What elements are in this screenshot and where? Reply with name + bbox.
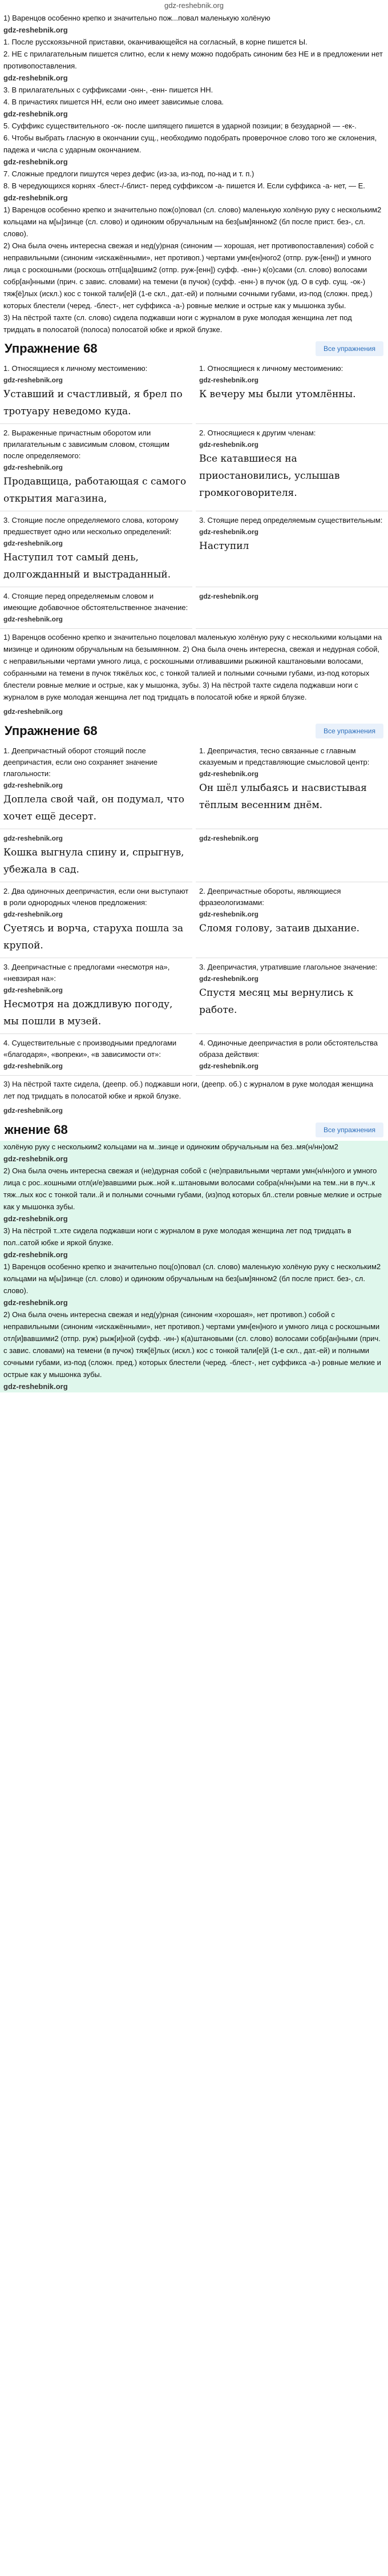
cell-heading: 1. Деепричастный оборот стоящий после деепричастия, если оно сохраняет значение глагольности: xyxy=(3,746,158,778)
watermark-text: gdz-reshebnik.org xyxy=(3,834,63,842)
rule-line: 7. Сложные предлоги пишутся через дефис (из-за, из-под, по-над и т. п.) xyxy=(3,169,254,178)
grid-cell xyxy=(196,958,388,1034)
watermark-text: gdz-reshebnik.org xyxy=(3,910,63,918)
watermark-text: gdz-reshebnik.org xyxy=(3,463,63,471)
handwritten-example: Наступил xyxy=(199,540,249,552)
section-title: Упражнение 68 xyxy=(5,724,98,738)
watermark-text: gdz-reshebnik.org xyxy=(199,975,259,983)
cell-heading: 2. Деепричастные обороты, являющиеся фразеологизмами: xyxy=(199,887,341,907)
handwritten-example: Доплела свой чай, он подумал, что хочет ещё десерт. xyxy=(3,794,185,822)
cell-heading: 4. Одиночные деепричастия в роли обстоятельства образа действия: xyxy=(199,1039,378,1059)
grid-cell xyxy=(0,829,192,882)
handwritten-example: Все катавшиеся на приостановились, услышав громкоговорителя. xyxy=(199,453,340,499)
watermark-text: gdz-reshebnik.org xyxy=(3,986,63,994)
answer-line: 1) Варенцов особенно крепко и значительно пож(о)повал (сл. слово) маленькую холёную руку с нескольким2 кольцами на м[ы]зинце (сл. слово) и одиноким обручальным на без[ым]янном2 (бл после прист. без-, сл. слово). xyxy=(3,205,382,238)
handwritten-example: Продавщица, работающая с самого открытия магазина, xyxy=(3,476,187,504)
watermark-text: gdz-reshebnik.org xyxy=(199,528,259,536)
answer-intro xyxy=(0,204,388,336)
watermark-text: gdz-reshebnik.org xyxy=(3,26,68,34)
grid-cell xyxy=(196,1034,388,1076)
exercise-sections xyxy=(0,336,388,1141)
watermark-text: gdz-reshebnik.org xyxy=(199,834,259,842)
grid-cell xyxy=(196,742,388,829)
grid-cell xyxy=(0,1034,192,1076)
cell-heading: 2. Выраженные причастным оборотом или прилагательным с зависимым словом, стоящим после определяемого: xyxy=(3,429,169,460)
grid-cell xyxy=(196,360,388,424)
rule-line: 2. НЕ с прилагательным пишется слитно, если к нему можно подобрать синоним без НЕ и в предложении нет противопоставления. xyxy=(3,50,383,70)
watermark-text: gdz-reshebnik.org xyxy=(3,1250,68,1259)
cell-heading: 1. Относящиеся к личному местоимению: xyxy=(3,364,148,373)
cell-heading: 3. Деепричастия, утратившие глагольное значение: xyxy=(199,963,378,971)
watermark-text: gdz-reshebnik.org xyxy=(3,110,68,118)
rule-line: 6. Чтобы выбрать гласную в окончании сущ., необходимо подобрать проверочное слово того же склонения, падежа и числа с ударным окончанием. xyxy=(3,134,377,154)
watermark-text: gdz-reshebnik.org xyxy=(199,910,259,918)
handwritten-example: Кошка выгнула спину и, спрыгнув, убежала в сад. xyxy=(3,847,184,875)
watermark-text: gdz-reshebnik.org xyxy=(3,539,63,547)
handwritten-example: Спустя месяц мы вернулись к работе. xyxy=(199,987,354,1016)
cell-heading: 1. Относящиеся к личному местоимению: xyxy=(199,364,343,373)
cell-heading: 2. Относящиеся к другим членам: xyxy=(199,429,316,437)
cell-heading: 4. Стоящие перед определяемым словом и имеющие добавочное обстоятельственное значение: xyxy=(3,592,188,612)
section-text: 1) Варенцов особенно крепко и значительно поцеловал маленькую холёную руку с несколькими кольцами на мизинце и одиноким обручальным на безымянном. 2) Она была очень интересна, свежая и недурная собой, с неправильными чертами умного лица, с роскошными отливавшими рыжиной каштановыми волосами, собранными на темени в пучок тяжёлых кос, с тонкой талией и полными сочными губами, из-под которых блестели ровные мелкие и острые, как у мышонка, зубы. 3) На пёстрой тахте сидела поджавши ноги с журналом в руке молодая женщина лет под тридцать в полосатой юбке и яркой блузке. xyxy=(3,633,382,701)
all-exercises-button[interactable]: Все упражнения xyxy=(316,1123,383,1137)
grid-cell xyxy=(196,424,388,511)
watermark-text: gdz-reshebnik.org xyxy=(3,74,68,82)
handwritten-example: Несмотря на дождливую погоду, мы пошли в музей. xyxy=(3,999,173,1027)
rule-line: 1. После русскоязычной приставки, оканчивающейся на согласный, в корне пишется Ы. xyxy=(3,38,308,46)
watermark-text: gdz-reshebnik.org xyxy=(3,1107,63,1115)
watermark-text: gdz-reshebnik.org xyxy=(3,1214,68,1223)
cell-heading: 3. Стоящие перед определяемым существительным: xyxy=(199,516,383,524)
cell-heading: 4. Существительные с производными предлогами «благодаря», «вопреки», «в зависимости от»: xyxy=(3,1039,177,1059)
all-exercises-button[interactable]: Все упражнения xyxy=(316,341,383,356)
site-header[interactable]: gdz-reshebnik.org xyxy=(164,1,224,10)
section-text: 3) На пёстрой тахте сидела, (деепр. об.) поджавши ноги, (деепр. об.) с журналом в руке молодая женщина лет под тридцать в полосатой юбке и яркой блузке. xyxy=(3,1080,373,1100)
handwritten-example: К вечеру мы были утомлённы. xyxy=(199,389,356,400)
watermark-text: gdz-reshebnik.org xyxy=(3,1062,63,1070)
final-line: 1) Варенцов особенно крепко и значительно поц(о)повал (сл. слово) маленькую холёную руку с нескольким2 кольцами на м[ы]зинце (сл. слово) и одиноким обручальным на без[ым]янном2 (бл после прист. без-, сл. слово). xyxy=(3,1262,381,1295)
final-line: 3) На пёстрой т..хте сидела поджавши ноги с журналом в руке молодая женщина лет под тридцать в пол..сатой юбке и яркой блузке. xyxy=(3,1226,351,1247)
grid-cell xyxy=(196,587,388,629)
rule-line: 1) Варенцов особенно крепко и значительно пож...повал маленькую холёную xyxy=(3,14,270,22)
grid-cell xyxy=(0,958,192,1034)
watermark-text: gdz-reshebnik.org xyxy=(3,781,63,789)
answer-grid xyxy=(0,360,388,629)
watermark-text: gdz-reshebnik.org xyxy=(199,770,259,778)
rule-line: 5. Суффикс существительного -ок- после шипящего пишется в ударной позиции; в безударной — -ек-. xyxy=(3,122,357,130)
answer-line: 2) Она была очень интересна свежая и нед(у)рная (синоним — хорошая, нет противопоставления) собой с неправильными (синоним «искажёнными», нет противоп.) чертами умн[ен]ного2 (отпр. руж-[енн]) и умного лица с роскошными (роскошь отп[ща]вшим2 (отпр. руж-[енн]) суфф. -енн-) к(о)сами (сл. слово) волосами собр[ан]нными (прич. с завис. словами) на темени (в пучок) (суфф. -енн-) в пучок (уд. О в суф. сущ. -ок-) тяж[ё]лых (искл.) кос с тонкой тали[е]й (1-е скл., дат.-ей) и полными сочными губами, из-под (сложн. пред.) которых блестели (черед. -блест-, нет суффикса -а-) ровные мелкие и острые как у мышонка зубы. xyxy=(3,241,374,310)
watermark-text: gdz-reshebnik.org xyxy=(3,158,68,166)
final-line: холёную руку с нескольким2 кольцами на м..зинце и одиноким обручальным на без..мя(н/нн)ом2 xyxy=(3,1142,338,1151)
watermark-text: gdz-reshebnik.org xyxy=(199,592,259,600)
grid-cell xyxy=(0,882,192,958)
watermark-text: gdz-reshebnik.org xyxy=(3,615,63,623)
grid-cell xyxy=(0,511,192,587)
watermark-text: gdz-reshebnik.org xyxy=(199,376,259,384)
answer-line: 3) На пёстрой тахте (сл. слово) сидела поджавши ноги с журналом в руке молодая женщина лет под тридцать в полосатой (полоса) полосатой юбке и яркой блузке. xyxy=(3,313,352,334)
grid-cell xyxy=(0,587,192,629)
section-title: Упражнение 68 xyxy=(5,341,98,356)
handwritten-example: Наступил тот самый день, долгожданный и выстраданный. xyxy=(3,552,171,580)
rule-line: 8. В чередующихся корнях -блест-/-блист- перед суффиксом -а- пишется И. Если суффикса -а- нет, — Е. xyxy=(3,181,365,190)
grid-cell xyxy=(0,424,192,511)
final-line: 2) Она была очень интересна свежая и нед(у)рная (синоним «хорошая», нет противоп.) собой с неправильными (синоним «искажёнными», нет противоп.) чертами умн[ен]ного и умного лица с роскошными отл[и]вавшими2 (отпр. руж) рыж[и]ной (суфф. -ин-) к(а)штановыми (сл. слово) волосами собр[ан]ными (прич. с завис. словами) на темени (в пучок) тяж[ё]лых (искл.) кос с тонкой тали[е]й (1-е скл., дат.-ей) и полными сочными губами, из-под (сложн. пред.) которых блестели (черед. -блест-, нет суффикса -а-) ровные мелкие и острые как у мышонка зубы. xyxy=(3,1310,381,1379)
handwritten-example: Суетясь и ворча, старуха пошла за крупой. xyxy=(3,923,184,951)
cell-heading: 2. Два одиночных деепричастия, если они выступают в роли однородных членов предложения: xyxy=(3,887,189,907)
watermark-text: gdz-reshebnik.org xyxy=(3,1382,68,1391)
section-header xyxy=(0,1117,388,1141)
watermark-text: gdz-reshebnik.org xyxy=(3,1154,68,1163)
section-title: жнение 68 xyxy=(5,1123,68,1137)
cell-heading: 1. Деепричастия, тесно связанные с главным сказуемым и представляющие смысловой центр: xyxy=(199,746,370,766)
rules-list xyxy=(0,12,388,204)
section-header xyxy=(0,718,388,742)
handwritten-example: Уставший и счастливый, я брел по тротуару неведомо куда. xyxy=(3,389,183,417)
watermark-text: gdz-reshebnik.org xyxy=(3,708,63,716)
rule-line: 3. В прилагательных с суффиксами -онн-, -енн- пишется НН. xyxy=(3,86,213,94)
watermark-text: gdz-reshebnik.org xyxy=(3,193,68,202)
cell-heading: 3. Деепричастные с предлогами «несмотря на», «невзирая на»: xyxy=(3,963,170,983)
grid-cell xyxy=(0,742,192,829)
handwritten-example: Сломя голову, затаив дыхание. xyxy=(199,923,360,934)
handwritten-example: Он шёл улыбаясь и насвистывая тёплым весенним днём. xyxy=(199,782,367,811)
answer-grid xyxy=(0,742,388,1076)
watermark-text: gdz-reshebnik.org xyxy=(199,1062,259,1070)
watermark-text: gdz-reshebnik.org xyxy=(3,1298,68,1307)
grid-cell xyxy=(196,829,388,882)
final-line: 2) Она была очень интересна свежая и (не)дурная собой с (не)правильными чертами умн(н/нн)ого и умного лица с рос..кошными отл(и/е)вавшими рыж..ной к..штановыми волосами собра(н/нн)ыми на тем..ни в пуч..к тяж..лых кос с тонкой тали..й и полными сочными губами, (из)под которых бл..стели ровные мелкие и острые как у мышонка зубы. xyxy=(3,1166,382,1211)
watermark-text: gdz-reshebnik.org xyxy=(3,376,63,384)
all-exercises-button[interactable]: Все упражнения xyxy=(316,724,383,738)
answer-final xyxy=(0,1141,388,1392)
section-header xyxy=(0,336,388,360)
grid-cell xyxy=(196,511,388,587)
rule-line: 4. В причастиях пишется НН, если оно имеет зависимые слова. xyxy=(3,98,224,106)
grid-cell xyxy=(196,882,388,958)
grid-cell xyxy=(0,360,192,424)
cell-heading: 3. Стоящие после определяемого слова, которому предшествует одно или несколько определений: xyxy=(3,516,179,536)
watermark-text: gdz-reshebnik.org xyxy=(199,441,259,449)
